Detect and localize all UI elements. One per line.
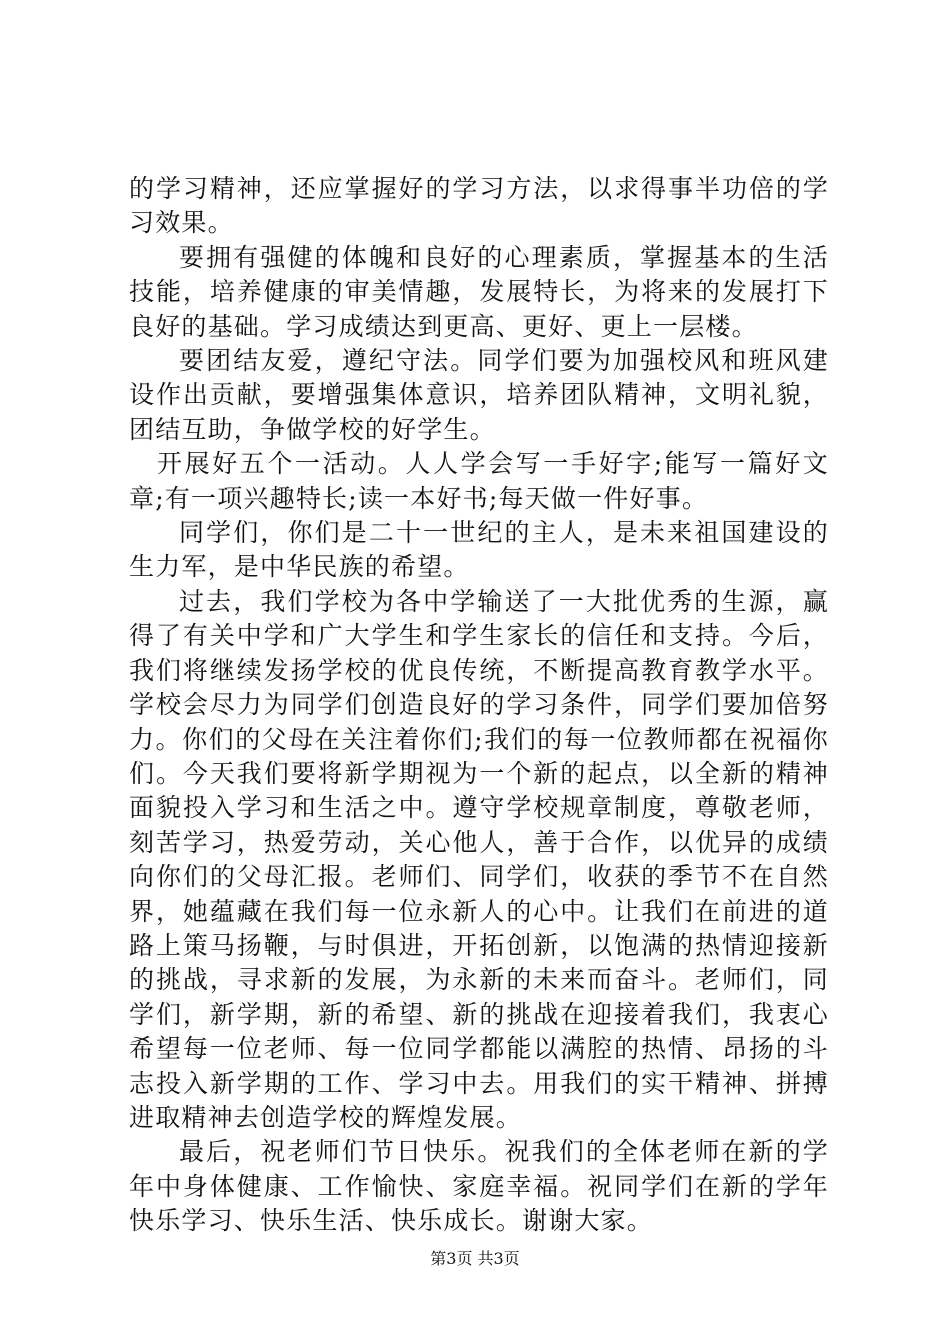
paragraph-1: 的学习精神，还应掌握好的学习方法，以求得事半功倍的学习效果。 xyxy=(129,174,829,238)
page-number-footer: 第3页 共3页 xyxy=(430,1249,520,1268)
paragraph-2: 要拥有强健的体魄和良好的心理素质，掌握基本的生活技能，培养健康的审美情趣，发展特长，为将来的发展打下良好的基础。学习成绩达到更高、更好、更上一层楼。 xyxy=(129,242,829,341)
paragraph-4: 开展好五个一活动。人人学会写一手好字;能写一篇好文章;有一项兴趣特长;读一本好书;每天做一件好事。 xyxy=(129,449,829,513)
paragraph-5: 同学们，你们是二十一世纪的主人，是未来祖国建设的生力军，是中华民族的希望。 xyxy=(129,518,829,582)
paragraph-6: 过去，我们学校为各中学输送了一大批优秀的生源，赢得了有关中学和广大学生和学生家长的信任和支持。今后，我们将继续发扬学校的优良传统，不断提高教育教学水平。学校会尽力为同学们创造良好的学习条件，同学们要加倍努力。你们的父母在关注着你们;我们的每一位教师都在祝福你们。今天我们要将新学期视为一个新的起点，以全新的精神面貌投入学习和生活之中。遵守学校规章制度，尊敬老师，刻苦学习，热爱劳动，关心他人，善于合作，以优异的成绩向你们的父母汇报。老师们、同学们，收获的季节不在自然界，她蕴藏在我们每一位永新人的心中。让我们在前进的道路上策马扬鞭，与时俱进，开拓创新，以饱满的热情迎接新的挑战，寻求新的发展，为永新的未来而奋斗。老师们，同学们，新学期，新的希望、新的挑战在迎接着我们，我衷心希望每一位老师、每一位同学都能以满腔的热情、昂扬的斗志投入新学期的工作、学习中去。用我们的实干精神、拼搏进取精神去创造学校的辉煌发展。 xyxy=(129,586,829,1132)
document-body xyxy=(129,172,829,1239)
paragraph-7: 最后，祝老师们节日快乐。祝我们的全体老师在新的学年中身体健康、工作愉快、家庭幸福。祝同学们在新的学年快乐学习、快乐生活、快乐成长。谢谢大家。 xyxy=(129,1137,829,1236)
paragraph-3: 要团结友爱，遵纪守法。同学们要为加强校风和班风建设作出贡献，要增强集体意识，培养团队精神，文明礼貌，团结互助，争做学校的好学生。 xyxy=(129,346,829,444)
